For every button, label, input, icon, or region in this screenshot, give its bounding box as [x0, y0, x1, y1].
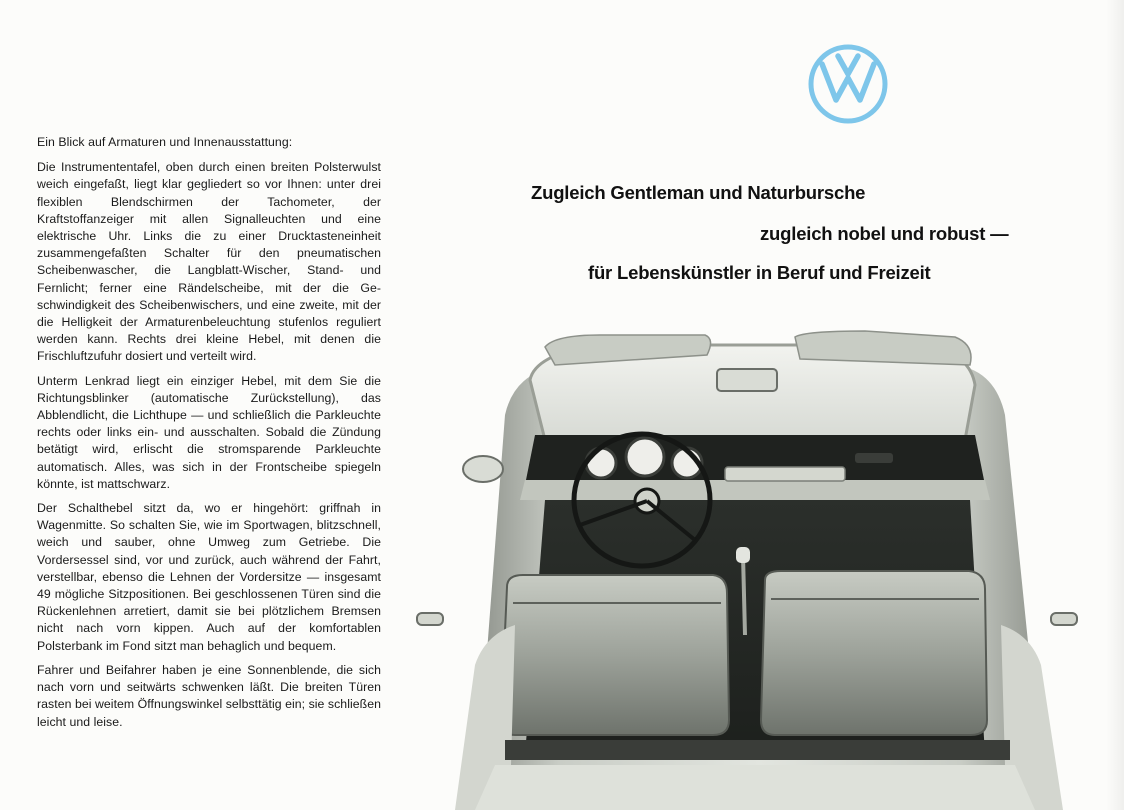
body-intro: Ein Blick auf Armaturen und Innenausstattung: [37, 135, 293, 149]
body-paragraph: Fahrer und Beifahrer haben je eine Sonnenblende, die sich nach vorn und seitwärts schwenken läßt. Die breiten Türen rasten bei weitem Öffnungswinkel selbsttätig ein; sie schließen leicht und leise. [37, 662, 381, 729]
headline-line-3: für Lebenskünstler in Beruf und Freizeit [588, 262, 931, 283]
body-text-column [37, 134, 381, 738]
headline-line-2: zugleich nobel und robust — [760, 223, 1009, 244]
body-paragraph: Die Instrumententafel, oben durch einen breiten Polsterwulst weich eingefaßt, liegt klar gegliedert so vor Ihnen: unter drei flexiblen Blendschirmen der Tachometer, der Kraftstoffanzeiger mit allen Signalleuchten und eine elektrische Uhr. Links die zu einer Drucktasteneinheit zusammengefaßten Schalter für den pneumatischen Scheibenwascher, die Langblatt-Wischer, Stand- und Fernlicht; ferner eine Rändelscheibe, mit der die Geschwindigkeit des Scheibenwischers, und eine zweite, mit der die Helligkeit der Armaturenbeleuchtung stufenlos reguliert werden kann. Rechts drei kleine Hebel, mit denen die Frischluftzufuhr dosiert und verteilt wird. [37, 160, 381, 364]
page-edge-shadow [1106, 0, 1124, 810]
convertible-car-interior-photo [395, 325, 1124, 810]
vw-logo-icon [808, 44, 888, 124]
headline-line-1: Zugleich Gentleman und Naturbursche [531, 182, 866, 203]
body-paragraph: Unterm Lenkrad liegt ein einziger Hebel, mit dem Sie die Richtungsblinker (automatische Zurückstellung), das Abblendlicht, die Lichthupe — und schließlich die Parkleuchte rechts oder links ein- und ausschalten. Sobald die Zündung betätigt wird, erlischt die stromsparende Parkleuchte automatisch. Alles, was sich in der Frontscheibe spiegeln könnte, ist mattschwarz. [37, 373, 381, 491]
body-paragraph: Der Schalthebel sitzt da, wo er hingehört: griffnah in Wagenmitte. So schalten Sie, wie im Sportwagen, blitzschnell, weich und sauber, ohne Umweg zum Getriebe. Die Vordersessel sind, vor und zurück, auch während der Fahrt, verstellbar, ebenso die Lehnen der Vordersitze — insgesamt 49 mögliche Sitzpositionen. Bei geschlossenen Türen sind die Rückenlehnen arretiert, damit sie bei plötzlichem Bremsen nicht nach vorn kippen. Auch auf der komfortablen Polsterbank im Fond sitzt man behaglich und bequem. [37, 501, 381, 653]
